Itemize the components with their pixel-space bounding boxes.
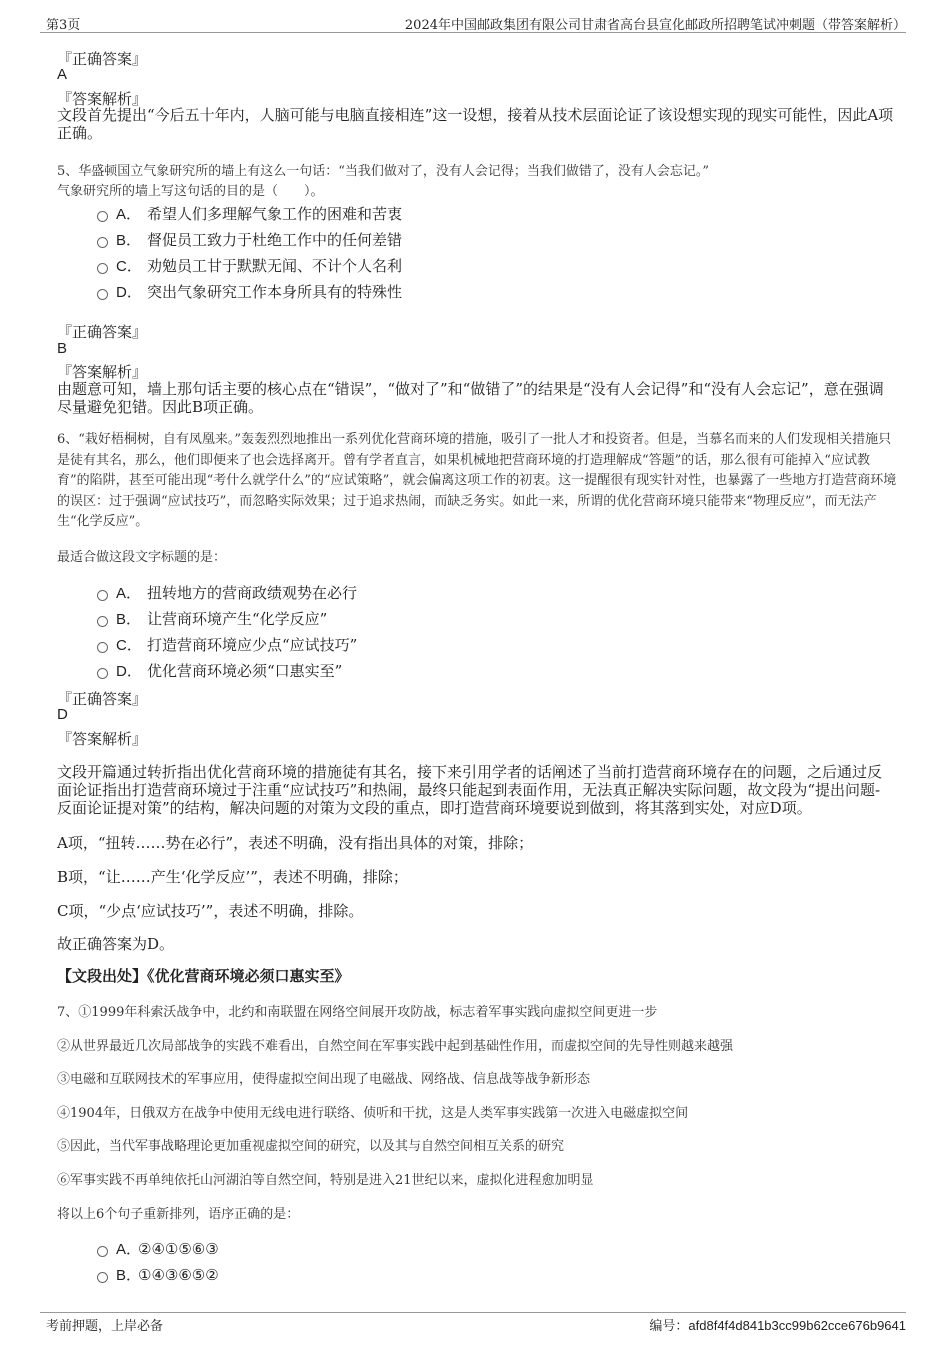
q7-sentence-1: 7、①1999年科索沃战争中，北约和南联盟在网络空间展开攻防战，标志着军事实践向虚拟空间更进一步 xyxy=(57,1005,658,1020)
q7-sentence-2: ②从世界最近几次局部战争的实践不难看出，自然空间在军事实践中起到基础性作用，而虚拟空间的先导性则越来越强 xyxy=(57,1039,734,1054)
header-divider xyxy=(40,32,906,33)
q5-answer-label: 『正确答案』 xyxy=(57,323,148,341)
q4-analysis-label: 『答案解析』 xyxy=(57,90,148,108)
radio-icon[interactable] xyxy=(97,590,108,601)
q6-option-c[interactable] xyxy=(97,634,357,655)
q6-eliminate-a: A项，“扭转……势在必行”，表述不明确，没有指出具体的对策，排除； xyxy=(57,834,534,852)
q7-option-a[interactable] xyxy=(97,1238,219,1259)
q5-option-c[interactable] xyxy=(97,255,402,276)
radio-icon[interactable] xyxy=(97,642,108,653)
footer-divider xyxy=(40,1312,906,1313)
radio-icon[interactable] xyxy=(97,1272,108,1283)
option-letter: A． xyxy=(116,206,142,223)
option-text: 希望人们多理解气象工作的困难和苦衷 xyxy=(147,205,403,223)
q6-source: 【文段出处】《优化营商环境必须口惠实至》 xyxy=(57,967,350,985)
option-text: 扭转地方的营商政绩观势在必行 xyxy=(147,584,358,602)
footer-code-label: 编号： xyxy=(649,1319,689,1334)
q6-option-a[interactable] xyxy=(97,582,357,603)
q4-answer-label: 『正确答案』 xyxy=(57,50,148,68)
q5-answer: B xyxy=(57,340,68,357)
q6-question: 最适合做这段文字标题的是： xyxy=(57,550,227,565)
q5-stem-line2: 气象研究所的墙上写这句话的目的是（ ）。 xyxy=(57,184,324,199)
q7-sentence-5: ⑤因此，当代军事战略理论更加重视虚拟空间的研究，以及其与自然空间相互关系的研究 xyxy=(57,1139,565,1154)
option-text: 督促员工致力于杜绝工作中的任何差错 xyxy=(147,231,403,249)
q5-analysis: 由题意可知，墙上那句话主要的核心点在“错误”，“做对了”和“做错了”的结果是“没有人会记得”和“没有人会忘记”，意在强调尽量避免犯错。因此B项正确。 xyxy=(57,380,884,416)
q6-answer: D xyxy=(57,706,68,723)
footer-code xyxy=(649,1315,906,1334)
q6-stem: 6、“栽好梧桐树，自有凤凰来。”轰轰烈烈地推出一系列优化营商环境的措施，吸引了一批人才和投资者。但是，当慕名而来的人们发现相关措施只是徒有其名，那么，他们即便来了也会选择离开。曾有学者直言，如果机械地把营商环境的打造理解成“答题”的话，那么很有可能掉入“应试教育”的陷阱，甚至可能出现“考什么就学什么”的“应试策略”，就会偏离这项工作的初衷。这一提醒很有现实针对性，也暴露了一些地方打造营商环境的误区：过于强调“应试技巧”，而忽略实际效果；过于追求热闹，而缺乏务实。如此一来，所谓的优化营商环境只能带来“物理反应”，而无法产生“化学反应”。 xyxy=(57,432,897,529)
option-letter: C． xyxy=(116,258,142,275)
option-text: ②④①⑤⑥③ xyxy=(138,1239,219,1258)
q7-sentence-3: ③电磁和互联网技术的军事应用，使得虚拟空间出现了电磁战、网络战、信息战等战争新形态 xyxy=(57,1072,591,1087)
option-letter: D． xyxy=(116,663,142,680)
q6-option-b[interactable] xyxy=(97,608,327,629)
document-title: 2024年中国邮政集团有限公司甘肃省高台县宣化邮政所招聘笔试冲刺题（带答案解析） xyxy=(404,18,906,33)
radio-icon[interactable] xyxy=(97,263,108,274)
radio-icon[interactable] xyxy=(97,668,108,679)
option-letter: B． xyxy=(116,1267,142,1284)
option-letter: B． xyxy=(116,232,142,249)
q7-sentence-4: ④1904年，日俄双方在战争中使用无线电进行联络、侦听和干扰，这是人类军事实践第一次进入电磁虚拟空间 xyxy=(57,1106,689,1121)
q6-eliminate-c: C项，“少点‘应试技巧’”，表述不明确，排除。 xyxy=(57,902,364,920)
option-letter: B． xyxy=(116,611,142,628)
option-text: 突出气象研究工作本身所具有的特殊性 xyxy=(147,283,403,301)
option-text: 劝勉员工甘于默默无闻、不计个人名利 xyxy=(147,257,403,275)
q6-eliminate-b: B项，“让……产生‘化学反应’”，表述不明确，排除； xyxy=(57,868,408,886)
page-number: 第3页 xyxy=(46,18,81,33)
option-letter: D． xyxy=(116,284,142,301)
radio-icon[interactable] xyxy=(97,616,108,627)
option-letter: A． xyxy=(116,1241,142,1258)
option-text: 打造营商环境应少点“应试技巧” xyxy=(147,636,358,654)
q5-option-b[interactable] xyxy=(97,229,402,250)
q5-analysis-label: 『答案解析』 xyxy=(57,363,148,381)
radio-icon[interactable] xyxy=(97,211,108,222)
q7-option-b[interactable] xyxy=(97,1264,219,1285)
footer-code-value: afd8f4f4d841b3cc99b62cce676b9641 xyxy=(688,1318,906,1333)
q4-analysis: 文段首先提出“今后五十年内，人脑可能与电脑直接相连”这一设想，接着从技术层面论证了该设想实现的现实可能性，因此A项正确。 xyxy=(57,106,894,142)
radio-icon[interactable] xyxy=(97,289,108,300)
q5-option-a[interactable] xyxy=(97,203,402,224)
q7-sentence-6: ⑥军事实践不再单纯依托山河湖泊等自然空间，特别是进入21世纪以来，虚拟化进程愈加明显 xyxy=(57,1173,594,1188)
q6-conclusion: 故正确答案为D。 xyxy=(57,935,175,953)
footer-motto: 考前押题，上岸必备 xyxy=(46,1319,164,1334)
q6-answer-label: 『正确答案』 xyxy=(57,690,148,708)
option-text: 让营商环境产生“化学反应” xyxy=(147,610,328,628)
q6-analysis: 文段开篇通过转折指出优化营商环境的措施徒有其名，接下来引用学者的话阐述了当前打造营商环境存在的问题，之后通过反面论证指出打造营商环境过于注重“应试技巧”和热闹，最终只能起到表面作用，无法真正解决实际问题，故文段为“提出问题-反面论证提对策”的结构，解决问题的对策为文段的重点，即打造营商环境要说到做到，将其落到实处，对应D项。 xyxy=(57,763,883,817)
radio-icon[interactable] xyxy=(97,237,108,248)
option-text: 优化营商环境必须“口惠实至” xyxy=(147,662,343,680)
option-letter: A． xyxy=(116,585,142,602)
q6-analysis-label: 『答案解析』 xyxy=(57,730,148,748)
q5-stem-line1: 5、华盛顿国立气象研究所的墙上有这么一句话：“当我们做对了，没有人会记得；当我们做错了，没有人会忘记。” xyxy=(57,164,710,179)
q5-option-d[interactable] xyxy=(97,281,402,302)
option-text: ①④③⑥⑤② xyxy=(138,1265,219,1284)
option-letter: C． xyxy=(116,637,142,654)
q4-answer: A xyxy=(57,66,68,83)
q7-question: 将以上6个句子重新排列，语序正确的是： xyxy=(57,1207,300,1222)
radio-icon[interactable] xyxy=(97,1246,108,1257)
q6-option-d[interactable] xyxy=(97,660,342,681)
